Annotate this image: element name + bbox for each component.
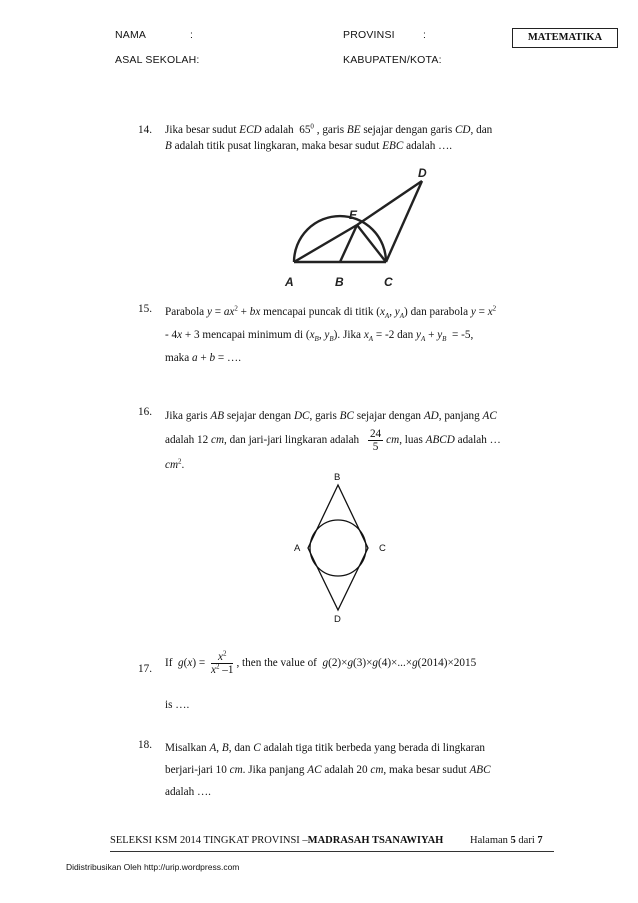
footer-exam-title <box>110 835 443 846</box>
question-15 <box>138 301 558 371</box>
question-number: 14. <box>138 124 152 136</box>
footer-left-text: SELEKSI KSM 2014 TINGKAT PROVINSI – <box>110 835 308 846</box>
page-num: 5 <box>510 835 516 846</box>
footer-left-bold: MADRASAH TSANAWIYAH <box>307 835 444 846</box>
nama-label: NAMA <box>115 29 147 41</box>
question-text: Misalkan A, B, dan C adalah tiga titik berbeda yang berada di lingkaran berjari-jari 10 cm. Jika panjang AC adalah 20 cm, maka besar sudut ABC adalah …. <box>165 742 491 798</box>
label-a: A <box>285 275 294 289</box>
question-text: Parabola $y = ax^2$ + bx mencapai puncak di titik ($x_A$, $y_A$) dan parabola $y = x^2$ - 4x + 3 mencapai minimum di ($x_B$, $y_B$). Jika $x_A = -2$ dan $y_A + y_B = -5$, maka a + b = …. <box>165 304 497 364</box>
question-number: 18. <box>138 739 152 751</box>
label-c: C <box>384 275 393 289</box>
label-b: B <box>335 275 344 289</box>
label-d: D <box>418 166 427 180</box>
rhombus <box>308 485 368 610</box>
question-number: 15. <box>138 303 152 315</box>
rhombus-figure <box>288 470 398 628</box>
question-text: If g(x) = $\frac{x^2}{x^2 -1}$ , then the value of g(2)×g(3)×g(4)×...×g(2014)×2015 <box>165 649 477 676</box>
label-e: E <box>349 208 358 222</box>
footer-rule <box>110 851 554 852</box>
question-text-tail: is …. <box>165 699 190 711</box>
label-c: C <box>379 543 386 554</box>
subject-box: MATEMATIKA <box>512 28 618 48</box>
distribution-note: Didistribusikan Oleh http://urip.wordpress.com <box>66 862 240 872</box>
semicircle-figure <box>280 162 440 292</box>
asal-sekolah-label: ASAL SEKOLAH: <box>115 54 200 66</box>
page-prefix: Halaman <box>470 835 508 846</box>
provinsi-colon: : <box>423 29 427 41</box>
question-number: 16. <box>138 406 152 418</box>
page-mid: dari <box>518 835 535 846</box>
label-a: A <box>294 543 301 554</box>
question-17 <box>138 651 558 711</box>
label-b: B <box>334 472 341 483</box>
question-number: 17. <box>138 663 152 675</box>
nama-colon: : <box>190 29 194 41</box>
question-text: Jika garis AB sejajar dengan DC, garis BC sejajar dengan AD, panjang AC adalah 12 cm, dan jari-jari lingkaran adalah $\frac{24}{5}$ cm, luas ABCD adalah … $cm^2$. <box>165 410 501 471</box>
question-14 <box>138 122 558 162</box>
footer-page-number <box>470 835 543 846</box>
kabupaten-label: KABUPATEN/KOTA: <box>343 54 442 66</box>
provinsi-label: PROVINSI <box>343 29 395 41</box>
inscribed-circle <box>310 520 366 576</box>
label-d: D <box>334 614 341 625</box>
page-total: 7 <box>537 835 543 846</box>
question-text: Jika besar sudut ECD adalah $65^0$ , garis BE sejajar dengan garis CD, dan B adalah titik pusat lingkaran, maka besar sudut EBC adalah …. <box>165 122 493 152</box>
question-18 <box>138 737 558 807</box>
